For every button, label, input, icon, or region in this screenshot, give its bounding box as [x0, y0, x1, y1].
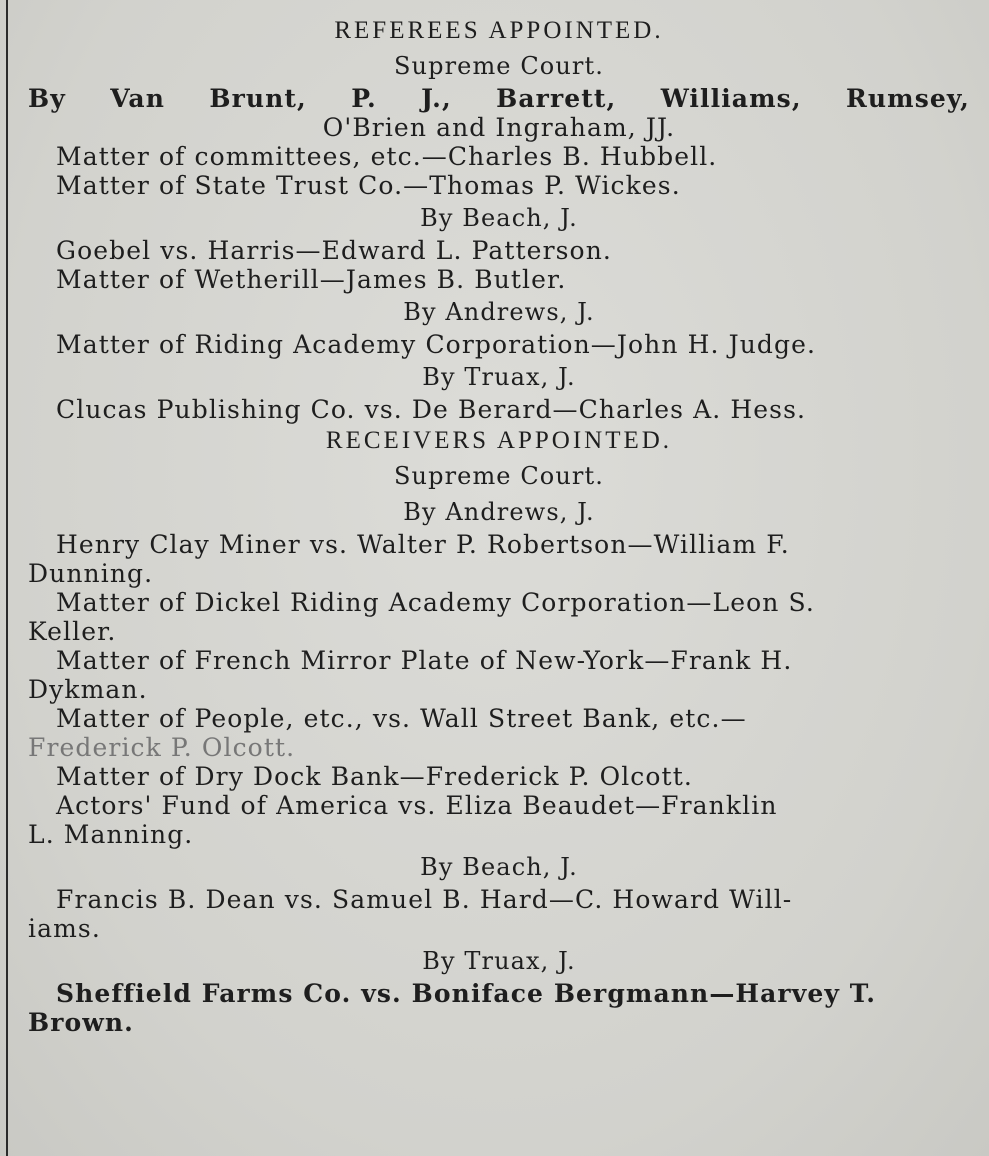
receiver-entry-cont: L. Manning.	[28, 820, 194, 849]
judge-word: Williams,	[660, 84, 802, 113]
referee-entry: Clucas Publishing Co. vs. De Berard—Charles A. Hess.	[56, 395, 807, 424]
judge-word: Brunt,	[209, 84, 307, 113]
receiver-entry-first: Francis B. Dean vs. Samuel B. Hard—C. Howard Will-	[56, 885, 793, 914]
receiver-entry-first: Matter of Dry Dock Bank—Frederick P. Olcott.	[56, 762, 693, 791]
receiver-entry	[28, 530, 970, 588]
receiver-entry	[28, 704, 970, 762]
article-column	[28, 14, 970, 1037]
referee-entry: Matter of Riding Academy Corporation—John H. Judge.	[56, 330, 817, 359]
receivers-court: Supreme Court.	[394, 462, 604, 490]
referee-entry: Matter of Wetherill—James B. Butler.	[56, 265, 567, 294]
referee-entry: Matter of State Trust Co.—Thomas P. Wickes.	[56, 171, 681, 200]
receiver-entry-first: Matter of Dickel Riding Academy Corporation—Leon S.	[56, 588, 815, 617]
receivers-by-truax: By Truax, J.	[422, 947, 576, 975]
referees-court: Supreme Court.	[394, 52, 604, 80]
referee-entry: Goebel vs. Harris—Edward L. Patterson.	[56, 236, 612, 265]
receiver-entry-cont: Frederick P. Olcott.	[28, 733, 296, 762]
referees-by-beach: By Beach, J.	[420, 204, 578, 232]
receiver-entry	[28, 762, 970, 791]
receiver-entry-first: Actors' Fund of America vs. Eliza Beaudet—Franklin	[56, 791, 778, 820]
receivers-by-andrews: By Andrews, J.	[403, 498, 595, 526]
receiver-entry	[28, 979, 970, 1037]
referees-judges-line2: O'Brien and Ingraham, JJ.	[322, 113, 676, 142]
referees-judges-line1	[28, 84, 970, 113]
referees-by-truax: By Truax, J.	[422, 363, 576, 391]
receiver-entry	[28, 588, 970, 646]
receiver-entry-cont: iams.	[28, 914, 101, 943]
receivers-heading: RECEIVERS APPOINTED.	[325, 427, 673, 454]
receiver-entry	[28, 646, 970, 704]
referee-entry: Matter of committees, etc.—Charles B. Hubbell.	[56, 142, 718, 171]
judge-word: Rumsey,	[846, 84, 970, 113]
receiver-entry-cont: Brown.	[28, 1008, 134, 1037]
receiver-entry	[28, 791, 970, 849]
receiver-entry	[28, 885, 970, 943]
receiver-entry-cont: Keller.	[28, 617, 117, 646]
receiver-entry-cont: Dunning.	[28, 559, 154, 588]
judge-word: Barrett,	[496, 84, 617, 113]
receiver-entry-cont: Dykman.	[28, 675, 148, 704]
referees-heading: REFEREES APPOINTED.	[334, 17, 664, 44]
receivers-by-beach: By Beach, J.	[420, 853, 578, 881]
judge-word: Van	[110, 84, 165, 113]
receiver-entry-first: Matter of People, etc., vs. Wall Street Bank, etc.—	[56, 704, 747, 733]
referees-by-andrews: By Andrews, J.	[403, 298, 595, 326]
receiver-entry-first: Henry Clay Miner vs. Walter P. Robertson—William F.	[56, 530, 790, 559]
judge-word: P.	[351, 84, 377, 113]
receiver-entry-first: Matter of French Mirror Plate of New-York—Frank H.	[56, 646, 793, 675]
judge-word: J.,	[421, 84, 452, 113]
column-rule	[6, 0, 8, 1156]
receiver-entry-first: Sheffield Farms Co. vs. Boniface Bergmann—Harvey T.	[56, 979, 877, 1008]
judge-word: By	[28, 84, 66, 113]
